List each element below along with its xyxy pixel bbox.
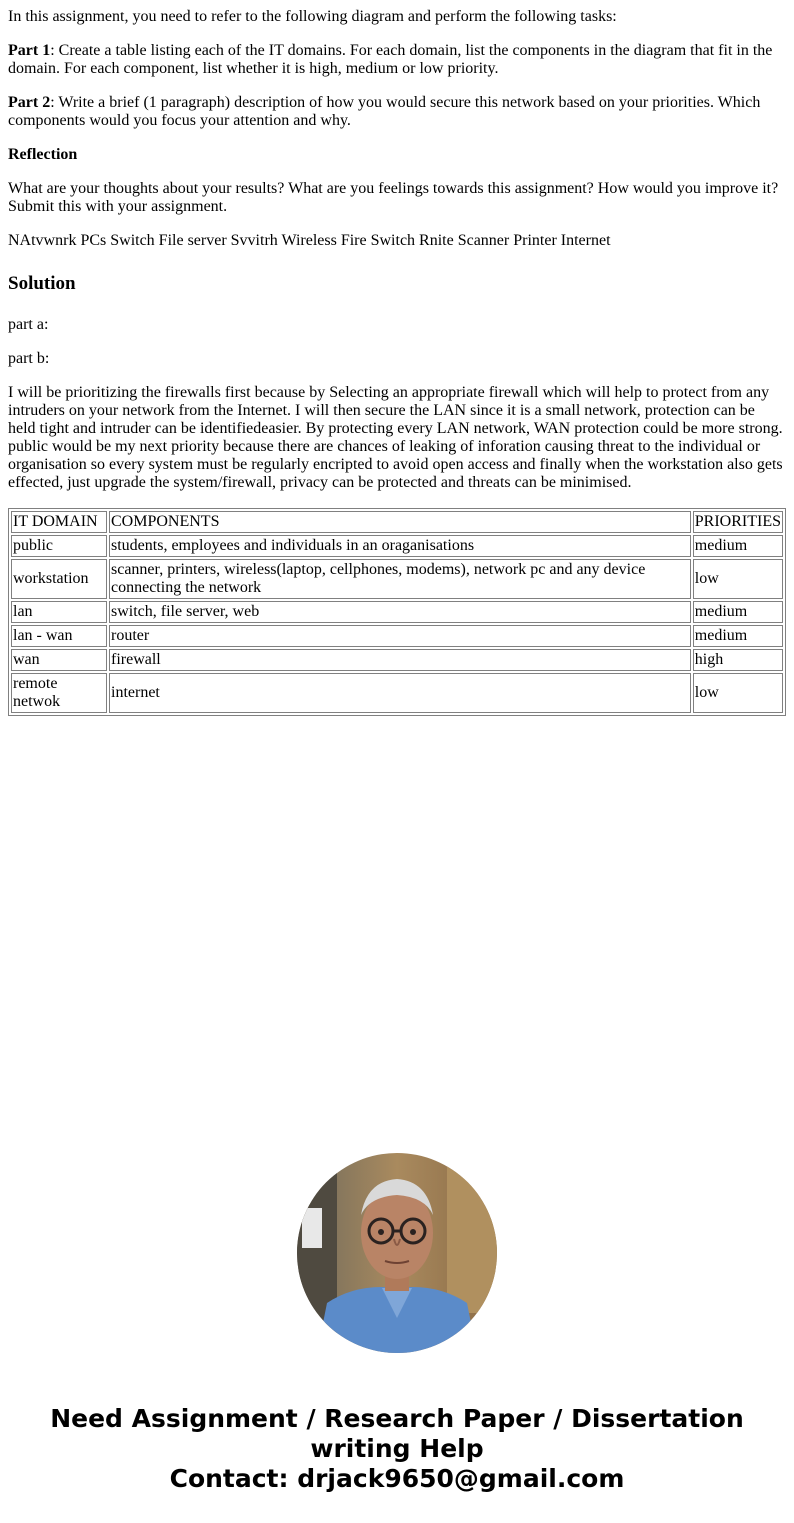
components-cell: firewall xyxy=(109,649,691,671)
reflection-paragraph: What are your thoughts about your results? What are you feelings towards this assignment? How would you improve it? Submit this with your assignment. xyxy=(8,180,779,215)
table-row xyxy=(11,601,783,623)
domain-cell: lan xyxy=(11,601,107,623)
components-cell: scanner, printers, wireless(laptop, cellphones, modems), network pc and any device connecting the network xyxy=(109,559,691,599)
person-photo-icon xyxy=(297,1153,497,1353)
document-body xyxy=(0,0,794,716)
contact-footer xyxy=(0,1404,794,1494)
footer-contact-email: Contact: drjack9650@gmail.com xyxy=(169,1464,625,1493)
table-row xyxy=(11,535,783,557)
table-row xyxy=(11,673,783,713)
intro-paragraph: In this assignment, you need to refer to the following diagram and perform the following tasks: xyxy=(8,8,617,25)
domain-cell: remote netwok xyxy=(11,673,107,713)
solution-paragraph: I will be prioritizing the firewalls first because by Selecting an appropriate firewall which will help to protect from any intruders on your network from the Internet. I will then secure the LAN since it is a small network, protection can be held tight and intruder can be identifiedeasier. By protecting every LAN network, WAN protection could be more strong. public would be my next priority because there are chances of leaking of inforation causing threat to the individual or organisation so every system must be regularly encripted to avoid open access and finally when the workstation also gets effected, just upgrade the system/firewall, privacy can be protected and threats can be minimised. xyxy=(8,384,783,491)
domain-cell: public xyxy=(11,535,107,557)
components-cell: switch, file server, web xyxy=(109,601,691,623)
part1-label: Part 1 xyxy=(8,42,51,59)
priority-cell: high xyxy=(693,649,783,671)
solution-heading: Solution xyxy=(8,273,76,294)
part-b-label: part b: xyxy=(8,350,50,367)
part2-paragraph xyxy=(8,94,786,130)
part2-text: : Write a brief (1 paragraph) description of how you would secure this network based on your priorities. Which components would you focus your attention and why. xyxy=(8,94,761,129)
components-cell: router xyxy=(109,625,691,647)
components-cell: students, employees and individuals in an oraganisations xyxy=(109,535,691,557)
table-header-cell: COMPONENTS xyxy=(109,511,691,533)
priority-cell: medium xyxy=(693,625,783,647)
priority-cell: medium xyxy=(693,601,783,623)
footer-line-2: writing Help xyxy=(310,1434,484,1463)
part1-paragraph xyxy=(8,42,786,78)
footer-line-1: Need Assignment / Research Paper / Dissertation xyxy=(50,1404,744,1433)
part1-text: : Create a table listing each of the IT domains. For each domain, list the components in the diagram that fit in the domain. For each component, list whether it is high, medium or low priority. xyxy=(8,42,773,77)
reflection-heading: Reflection xyxy=(8,146,78,163)
priority-cell: low xyxy=(693,559,783,599)
avatar xyxy=(297,1153,497,1353)
table-header-row xyxy=(11,511,783,533)
priority-cell: medium xyxy=(693,535,783,557)
components-cell: internet xyxy=(109,673,691,713)
table-header-cell: PRIORITIES xyxy=(693,511,783,533)
table-row xyxy=(11,625,783,647)
domain-cell: lan - wan xyxy=(11,625,107,647)
priority-cell: low xyxy=(693,673,783,713)
part2-label: Part 2 xyxy=(8,94,51,111)
domain-cell: workstation xyxy=(11,559,107,599)
domains-table xyxy=(8,508,786,716)
table-header-cell: IT DOMAIN xyxy=(11,511,107,533)
part-a-label: part a: xyxy=(8,316,49,333)
diagram-text: NAtvwnrk PCs Switch File server Svvitrh Wireless Fire Switch Rnite Scanner Printer Internet xyxy=(8,232,611,249)
table-row xyxy=(11,649,783,671)
domain-cell: wan xyxy=(11,649,107,671)
table-row xyxy=(11,559,783,599)
